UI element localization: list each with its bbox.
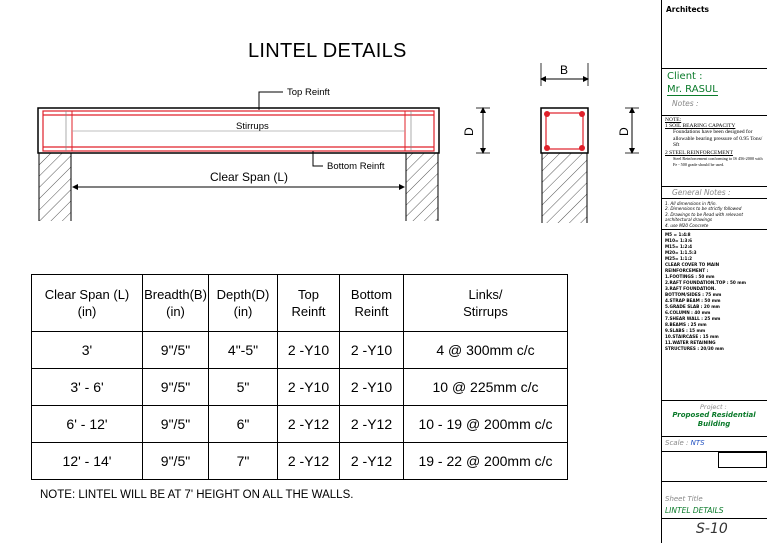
lintel-height-note: NOTE: LINTEL WILL BE AT 7' HEIGHT ON ALL THE WALLS. [40, 489, 354, 501]
right-support-wall [406, 153, 438, 221]
lintel-schedule-table [31, 274, 568, 480]
page-title: LINTEL DETAILS [248, 40, 407, 62]
table-row: 6' - 12' 9"/5" 6" 2 -Y12 2 -Y12 10 - 19 @ 200mm c/c [32, 406, 568, 443]
table-row: 3' - 6' 9"/5" 5" 2 -Y10 2 -Y10 10 @ 225mm c/c [32, 369, 568, 406]
header-bottom-reinft: Bottom Reinft [340, 275, 404, 332]
project-name: Proposed Residential Building [672, 411, 756, 428]
scale-value: NTS [690, 439, 705, 447]
depth-label-left: D [462, 127, 476, 136]
scale-box [718, 452, 767, 468]
sheet-title-label: Sheet Title [665, 495, 703, 503]
table-header-row [32, 275, 568, 332]
depth-label-right: D [617, 127, 631, 136]
notes-label: Notes : [672, 99, 699, 108]
header-top-reinft: Top Reinft [278, 275, 340, 332]
header-depth: Depth(D) (in) [209, 275, 278, 332]
header-clear-span: Clear Span (L) (in) [32, 275, 143, 332]
sheet-number: S-10 [696, 521, 728, 537]
general-notes-list: 1. All dimensions in ft/in. 2. Dimensions to be strictly followed 3. Drawings to be Read with relevant architectural drawings 4. use M20 Concrete [665, 201, 743, 228]
scale-row [665, 439, 705, 447]
left-support-wall [39, 153, 71, 221]
general-notes-label: General Notes : [672, 188, 731, 197]
top-reinft-label: Top Reinft [287, 87, 330, 98]
structural-notes: NOTE: 1 SOIL BEARING CAPACITY Foundations have been designed for allowable bearing pressure of 0.95 Tons/ Sft 2 STEEL REINFORCEMENT Steel Reinforcement conforming to IS 456-2000 with Fe - 500 grade should be used. [665, 117, 763, 167]
bottom-reinft-label: Bottom Reinft [327, 161, 385, 172]
header-breadth: Breadth(B) (in) [143, 275, 209, 332]
stirrups-label: Stirrups [236, 121, 269, 132]
client-label: Client : [667, 71, 703, 82]
mix-and-cover-list: M5 = 1:4:8 M10= 1:3:6 M15= 1:2:4 M20= 1:1.5:3 M25= 1:1:2 CLEAR COVER TO MAIN REINFORCEMENT : 1.FOOTINGS : 50 mm 2.RAFT FOUNDATION.TOP : 50 mm 3.RAFT FOUNDATION. BOTTOM/SIDES : 75 mm 4.STRAP BEAM : 50 mm 5.GRADE SLAB : 20 mm 6.COLUMN : 40 mm 7.SHEAR WALL : 25 mm 8.BEAMS : 25 mm 9.SLABS : 15 mm 10.STAIRCASE : 15 mm 11.WATER RETAINING STRUCTURES : 20/30 mm [665, 232, 747, 351]
breadth-label: B [560, 63, 569, 77]
lintel-cross-section [541, 108, 588, 223]
firm-name: Architects [666, 5, 710, 14]
lintel-diagram [0, 0, 661, 274]
header-links-stirrups: Links/ Stirrups [404, 275, 568, 332]
table-row: 12' - 14' 9"/5" 7" 2 -Y12 2 -Y12 19 - 22 @ 200mm c/c [32, 443, 568, 480]
table-row: 3' 9"/5" 4"-5" 2 -Y10 2 -Y10 4 @ 300mm c/c [32, 332, 568, 369]
client-name: Mr. RASUL [667, 84, 718, 95]
project-label: Project : [700, 403, 727, 411]
clear-span-label: Clear Span (L) [210, 170, 289, 184]
scale-label: Scale : [665, 439, 689, 447]
sheet-title: LINTEL DETAILS [665, 506, 724, 515]
title-block [661, 0, 767, 543]
